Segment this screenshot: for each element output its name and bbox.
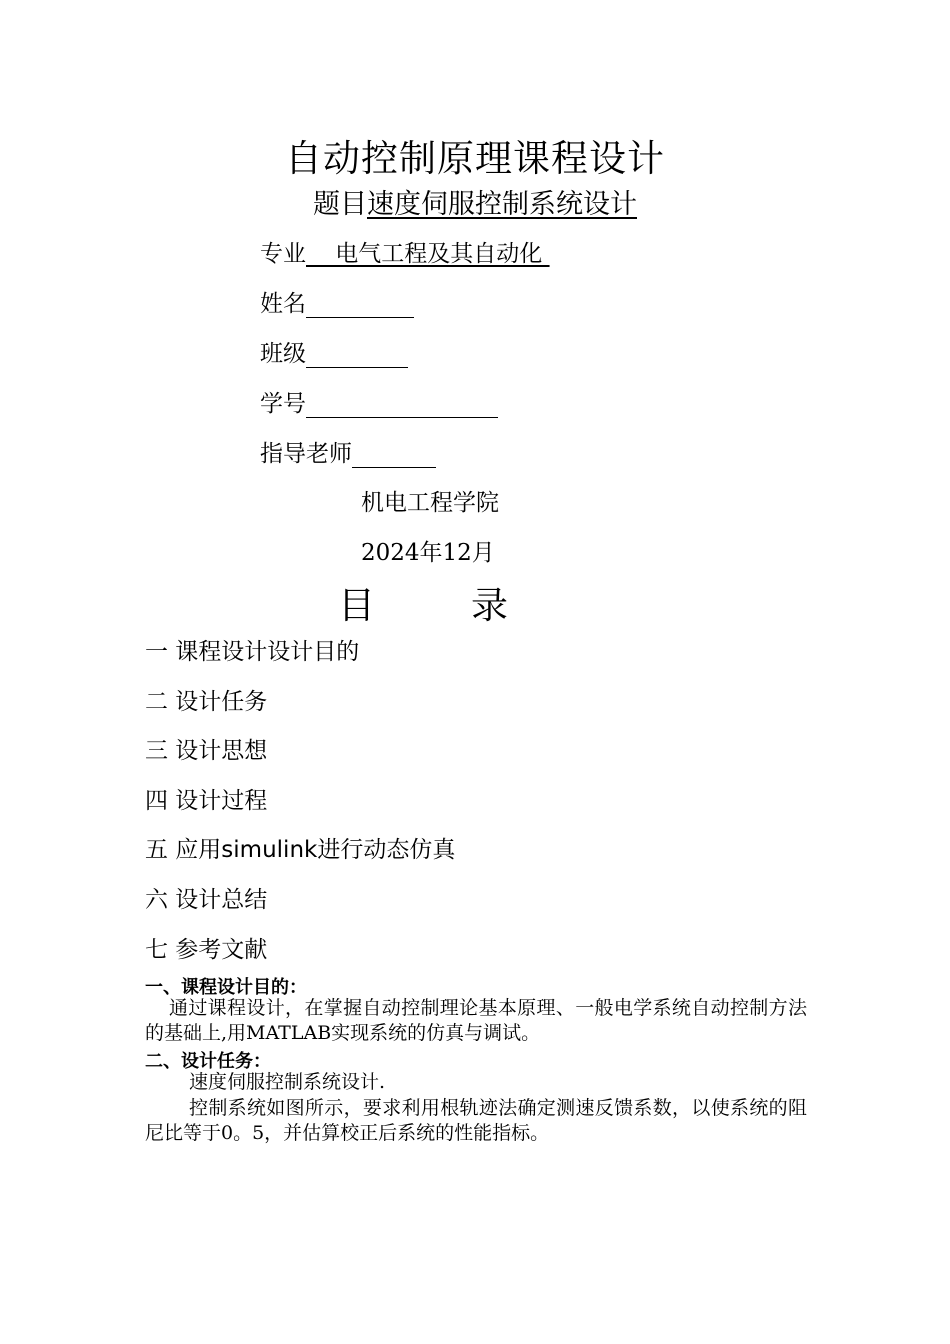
section-heading-purpose: 一、课程设计目的： [145, 977, 307, 998]
toc-item[interactable]: 三 设计思想 [145, 738, 268, 764]
field-name-label: 姓名 [260, 291, 306, 317]
purpose-text: 通过课程设计，在掌握自动控制理论基本原理、一般电学系统自动控制方法的基础上,用MATLAB实现系统的仿真与调试。 [145, 997, 807, 1044]
toc-item[interactable]: 五 应用simulink进行动态仿真 [145, 837, 456, 863]
topic-line [0, 182, 950, 221]
section-heading-task: 二、设计任务： [145, 1051, 271, 1072]
institute: 机电工程学院 [361, 490, 499, 516]
field-name-blank [306, 291, 414, 318]
task-text-2: 控制系统如图所示，要求利用根轨迹法确定测速反馈系数，以使系统的阻尼比等于0。5，并估算校正后系统的性能指标。 [145, 1097, 807, 1144]
field-major-label: 专业 [260, 241, 306, 267]
field-major [260, 235, 550, 268]
toc-item[interactable]: 一 课程设计设计目的 [145, 639, 360, 665]
section-purpose-paragraph [145, 996, 807, 1046]
field-advisor-label: 指导老师 [260, 441, 352, 467]
task-text-1: 速度伺服控制系统设计. [189, 1071, 386, 1093]
field-student-id-label: 学号 [260, 391, 306, 417]
field-advisor [260, 435, 436, 468]
field-student-id-blank [306, 391, 498, 418]
field-class-blank [306, 341, 408, 368]
field-class [260, 335, 408, 368]
toc-item[interactable]: 二 设计任务 [145, 689, 268, 715]
date: 2024年12月 [361, 540, 495, 566]
field-major-value: 电气工程及其自动化 [306, 241, 550, 267]
document-title: 自动控制原理课程设计 [285, 137, 665, 180]
topic-value: 速度伺服控制系统设计 [367, 189, 637, 220]
toc-title-right: 录 [471, 584, 508, 627]
task-line-1 [145, 1070, 807, 1095]
toc-item[interactable]: 四 设计过程 [145, 788, 268, 814]
field-name [260, 285, 414, 318]
toc-item[interactable]: 六 设计总结 [145, 887, 268, 913]
toc-title [338, 575, 508, 629]
task-paragraph [145, 1096, 807, 1146]
field-advisor-blank [352, 441, 436, 468]
field-student-id [260, 385, 498, 418]
topic-label: 题目 [313, 189, 367, 220]
field-class-label: 班级 [260, 341, 306, 367]
toc-title-left: 目 [338, 584, 375, 627]
toc-item[interactable]: 七 参考文献 [145, 937, 268, 963]
